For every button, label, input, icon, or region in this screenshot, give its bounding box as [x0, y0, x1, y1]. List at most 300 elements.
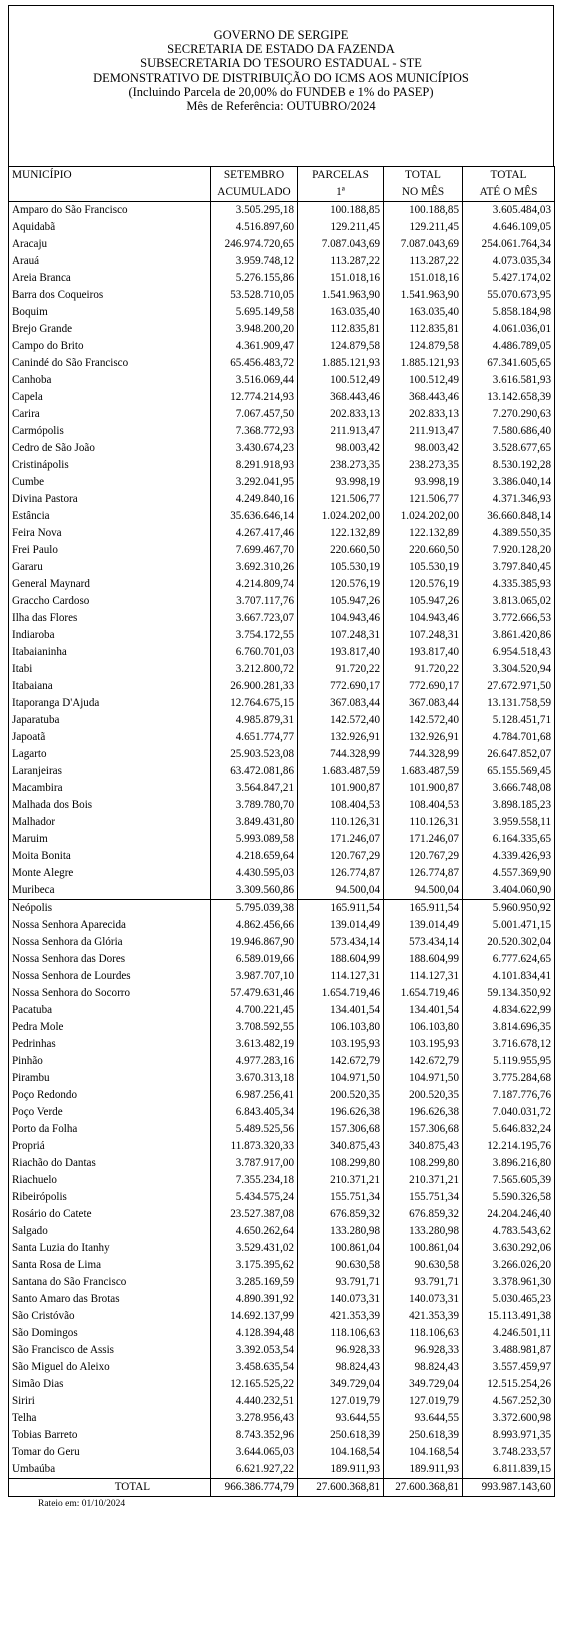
setembro-acumulado: 246.974.720,65 [211, 236, 298, 253]
setembro-acumulado: 12.774.214,93 [211, 389, 298, 406]
municipio-name: Nossa Senhora Aparecida [9, 917, 211, 934]
municipio-name: Capela [9, 389, 211, 406]
parcela-1: 7.087.043,69 [298, 236, 384, 253]
parcela-1: 101.900,87 [298, 780, 384, 797]
municipio-name: Maruim [9, 831, 211, 848]
total-no-mes: 202.833,13 [384, 406, 463, 423]
parcela-1: 90.630,58 [298, 1257, 384, 1274]
header-government: GOVERNO DE SERGIPE [213, 28, 349, 42]
municipio-name: Pinhão [9, 1053, 211, 1070]
municipio-name: Ribeirópolis [9, 1189, 211, 1206]
parcela-1: 171.246,07 [298, 831, 384, 848]
parcela-1: 98.824,43 [298, 1359, 384, 1376]
setembro-acumulado: 12.764.675,15 [211, 695, 298, 712]
table-row [9, 1359, 555, 1376]
setembro-acumulado: 4.890.391,92 [211, 1291, 298, 1308]
municipio-name: Arauá [9, 253, 211, 270]
parcela-1: 98.003,42 [298, 440, 384, 457]
table-row [9, 236, 555, 253]
municipio-name: Nossa Senhora do Socorro [9, 985, 211, 1002]
total-no-mes: 105.530,19 [384, 559, 463, 576]
total-no-mes: 744.328,99 [384, 746, 463, 763]
total-no-mes: 106.103,80 [384, 1019, 463, 1036]
parcela-1: 1.024.202,00 [298, 508, 384, 525]
total-ate-mes: 67.341.605,65 [463, 355, 555, 372]
municipio-name: Itabaiana [9, 678, 211, 695]
parcela-1: 140.073,31 [298, 1291, 384, 1308]
municipio-name: Canindé do São Francisco [9, 355, 211, 372]
municipio-name: Santana do São Francisco [9, 1274, 211, 1291]
table-row [9, 457, 555, 474]
table-row [9, 389, 555, 406]
parcela-1: 93.644,55 [298, 1410, 384, 1427]
header-report-title: DEMONSTRATIVO DE DISTRIBUIÇÃO DO ICMS AOS MUNICÍPIOS [93, 70, 469, 85]
municipio-name: Santa Rosa de Lima [9, 1257, 211, 1274]
table-row [9, 610, 555, 627]
parcela-1: 103.195,93 [298, 1036, 384, 1053]
parcela-1: 105.530,19 [298, 559, 384, 576]
total-ate-mes: 3.605.484,03 [463, 202, 555, 220]
total-ate-mes: 6.811.839,15 [463, 1461, 555, 1479]
setembro-acumulado: 25.903.523,08 [211, 746, 298, 763]
parcela-1: 155.751,34 [298, 1189, 384, 1206]
parcela-1: 120.576,19 [298, 576, 384, 593]
setembro-acumulado: 11.873.320,33 [211, 1138, 298, 1155]
total-ate-mes: 3.959.558,11 [463, 814, 555, 831]
municipio-name: Cedro de São João [9, 440, 211, 457]
total-no-mes: 367.083,44 [384, 695, 463, 712]
setembro-acumulado: 3.309.560,86 [211, 882, 298, 900]
table-row [9, 934, 555, 951]
total-ate-mes: 4.246.501,11 [463, 1325, 555, 1342]
total-no-mes: 1.885.121,93 [384, 355, 463, 372]
total-no-mes: 772.690,17 [384, 678, 463, 695]
col-header-municipio: MUNICÍPIO [9, 167, 211, 185]
total-no-mes: 196.626,38 [384, 1104, 463, 1121]
parcela-1: 210.371,21 [298, 1172, 384, 1189]
table-row [9, 1087, 555, 1104]
total-no-mes: 129.211,45 [384, 219, 463, 236]
total-ate-mes: 5.858.184,98 [463, 304, 555, 321]
table-row [9, 321, 555, 338]
total-ate-mes: 3.861.420,86 [463, 627, 555, 644]
table-row [9, 304, 555, 321]
total-no-mes: 189.911,93 [384, 1461, 463, 1479]
parcela-1: 1.541.963,90 [298, 287, 384, 304]
total-ate-mes: 3.630.292,06 [463, 1240, 555, 1257]
setembro-acumulado: 3.670.313,18 [211, 1070, 298, 1087]
parcela-1: 96.928,33 [298, 1342, 384, 1359]
total-ate-mes: 254.061.764,34 [463, 236, 555, 253]
setembro-acumulado: 4.862.456,66 [211, 917, 298, 934]
municipio-name: Boquim [9, 304, 211, 321]
total-ate-mes: 4.567.252,30 [463, 1393, 555, 1410]
table-row [9, 338, 555, 355]
municipio-name: Muribeca [9, 882, 211, 900]
setembro-acumulado: 3.787.917,00 [211, 1155, 298, 1172]
municipio-name: Frei Paulo [9, 542, 211, 559]
total-no-mes: 110.126,31 [384, 814, 463, 831]
total-no-mes: 1.683.487,59 [384, 763, 463, 780]
total-no-mes: 163.035,40 [384, 304, 463, 321]
setembro-acumulado: 8.743.352,96 [211, 1427, 298, 1444]
setembro-acumulado: 8.291.918,93 [211, 457, 298, 474]
total-no-mes: 349.729,04 [384, 1376, 463, 1393]
setembro-acumulado: 4.440.232,51 [211, 1393, 298, 1410]
parcela-1: 142.672,79 [298, 1053, 384, 1070]
parcela-1: 340.875,43 [298, 1138, 384, 1155]
municipio-name: Divina Pastora [9, 491, 211, 508]
total-ate-mes: 4.073.035,34 [463, 253, 555, 270]
total-ate-mes: 4.783.543,62 [463, 1223, 555, 1240]
total-no-mes: 127.019,79 [384, 1393, 463, 1410]
col-header-total-ate: TOTAL [463, 167, 555, 185]
municipio-name: Pedra Mole [9, 1019, 211, 1036]
parcela-1: 165.911,54 [298, 900, 384, 918]
table-row [9, 1393, 555, 1410]
total-ate-mes: 8.993.971,35 [463, 1427, 555, 1444]
table-header-row [9, 184, 555, 202]
municipio-name: Amparo do São Francisco [9, 202, 211, 220]
setembro-acumulado: 7.067.457,50 [211, 406, 298, 423]
total-ate-mes: 4.335.385,93 [463, 576, 555, 593]
setembro-acumulado: 3.707.117,76 [211, 593, 298, 610]
table-body [9, 202, 555, 1479]
total-no-mes: 142.672,79 [384, 1053, 463, 1070]
municipio-name: Malhada dos Bois [9, 797, 211, 814]
table-row [9, 900, 555, 918]
total-no-mes: 120.576,19 [384, 576, 463, 593]
setembro-acumulado: 3.392.053,54 [211, 1342, 298, 1359]
parcela-1: 744.328,99 [298, 746, 384, 763]
setembro-acumulado: 5.489.525,56 [211, 1121, 298, 1138]
total-ate-mes: 59.134.350,92 [463, 985, 555, 1002]
table-row [9, 270, 555, 287]
setembro-acumulado: 4.977.283,16 [211, 1053, 298, 1070]
total-ate-mes: 3.304.520,94 [463, 661, 555, 678]
total-no-mes: 96.928,33 [384, 1342, 463, 1359]
total-no-mes: 250.618,39 [384, 1427, 463, 1444]
municipio-name: Moita Bonita [9, 848, 211, 865]
total-ate-mes: 6.164.335,65 [463, 831, 555, 848]
total-no-mes: 421.353,39 [384, 1308, 463, 1325]
municipio-name: Itabaianinha [9, 644, 211, 661]
total-ate-mes: 3.716.678,12 [463, 1036, 555, 1053]
setembro-acumulado: 3.987.707,10 [211, 968, 298, 985]
total-ate-mes: 7.920.128,20 [463, 542, 555, 559]
total-mes: 27.600.368,81 [384, 1479, 463, 1497]
table-row [9, 627, 555, 644]
municipio-name: Malhador [9, 814, 211, 831]
municipio-name: Cumbe [9, 474, 211, 491]
total-ate-mes: 3.528.677,65 [463, 440, 555, 457]
setembro-acumulado: 3.278.956,43 [211, 1410, 298, 1427]
parcela-1: 676.859,32 [298, 1206, 384, 1223]
total-ate-mes: 3.748.233,57 [463, 1444, 555, 1461]
setembro-acumulado: 5.434.575,24 [211, 1189, 298, 1206]
municipio-name: Tomar do Geru [9, 1444, 211, 1461]
municipio-name: Riachuelo [9, 1172, 211, 1189]
total-ate-mes: 12.515.254,26 [463, 1376, 555, 1393]
setembro-acumulado: 3.789.780,70 [211, 797, 298, 814]
table-row [9, 542, 555, 559]
table-row [9, 763, 555, 780]
setembro-acumulado: 3.849.431,80 [211, 814, 298, 831]
table-row [9, 1240, 555, 1257]
total-no-mes: 108.404,53 [384, 797, 463, 814]
setembro-acumulado: 6.589.019,66 [211, 951, 298, 968]
municipio-name: Pirambu [9, 1070, 211, 1087]
municipio-name: Simão Dias [9, 1376, 211, 1393]
setembro-acumulado: 6.987.256,41 [211, 1087, 298, 1104]
municipio-name: São Domingos [9, 1325, 211, 1342]
total-no-mes: 100.188,85 [384, 202, 463, 220]
municipio-name: Poço Verde [9, 1104, 211, 1121]
total-no-mes: 1.654.719,46 [384, 985, 463, 1002]
setembro-acumulado: 35.636.646,14 [211, 508, 298, 525]
total-no-mes: 122.132,89 [384, 525, 463, 542]
parcela-1: 368.443,46 [298, 389, 384, 406]
table-row [9, 1376, 555, 1393]
parcela-1: 188.604,99 [298, 951, 384, 968]
table-row [9, 865, 555, 882]
parcela-1: 211.913,47 [298, 423, 384, 440]
table-row [9, 1223, 555, 1240]
total-no-mes: 171.246,07 [384, 831, 463, 848]
total-no-mes: 90.630,58 [384, 1257, 463, 1274]
parcela-1: 193.817,40 [298, 644, 384, 661]
table-row [9, 917, 555, 934]
parcela-1: 132.926,91 [298, 729, 384, 746]
municipio-name: Umbaúba [9, 1461, 211, 1479]
parcela-1: 134.401,54 [298, 1002, 384, 1019]
table-row [9, 968, 555, 985]
col-header-total-mes: TOTAL [384, 167, 463, 185]
parcela-1: 163.035,40 [298, 304, 384, 321]
setembro-acumulado: 3.564.847,21 [211, 780, 298, 797]
distribution-table [8, 166, 555, 1497]
parcela-1: 112.835,81 [298, 321, 384, 338]
table-row [9, 1036, 555, 1053]
municipio-name: Salgado [9, 1223, 211, 1240]
parcela-1: 122.132,89 [298, 525, 384, 542]
total-ate-mes: 65.155.569,45 [463, 763, 555, 780]
parcela-1: 93.998,19 [298, 474, 384, 491]
parcela-1: 573.434,14 [298, 934, 384, 951]
total-no-mes: 105.947,26 [384, 593, 463, 610]
total-no-mes: 100.861,04 [384, 1240, 463, 1257]
total-no-mes: 93.998,19 [384, 474, 463, 491]
total-ate-mes: 7.040.031,72 [463, 1104, 555, 1121]
setembro-acumulado: 4.650.262,64 [211, 1223, 298, 1240]
parcela-1: 1.654.719,46 [298, 985, 384, 1002]
total-no-mes: 113.287,22 [384, 253, 463, 270]
total-ate-mes: 4.389.550,35 [463, 525, 555, 542]
setembro-acumulado: 3.948.200,20 [211, 321, 298, 338]
total-no-mes: 1.024.202,00 [384, 508, 463, 525]
total-no-mes: 340.875,43 [384, 1138, 463, 1155]
total-ate-mes: 12.214.195,76 [463, 1138, 555, 1155]
total-no-mes: 103.195,93 [384, 1036, 463, 1053]
parcela-1: 220.660,50 [298, 542, 384, 559]
table-row [9, 491, 555, 508]
table-row [9, 508, 555, 525]
total-ate-mes: 4.486.789,05 [463, 338, 555, 355]
table-row [9, 1104, 555, 1121]
municipio-name: Rosário do Catete [9, 1206, 211, 1223]
municipio-name: General Maynard [9, 576, 211, 593]
total-ate-mes: 55.070.673,95 [463, 287, 555, 304]
parcela-1: 110.126,31 [298, 814, 384, 831]
table-row [9, 746, 555, 763]
total-ate-mes: 6.954.518,43 [463, 644, 555, 661]
setembro-acumulado: 5.276.155,86 [211, 270, 298, 287]
municipio-name: Nossa Senhora da Glória [9, 934, 211, 951]
total-label: TOTAL [9, 1479, 211, 1497]
col-header-parcela-1: 1ª [298, 184, 384, 202]
total-no-mes: 139.014,49 [384, 917, 463, 934]
table-row [9, 372, 555, 389]
parcela-1: 104.168,54 [298, 1444, 384, 1461]
table-row [9, 525, 555, 542]
table-row [9, 559, 555, 576]
municipio-name: Campo do Brito [9, 338, 211, 355]
setembro-acumulado: 3.667.723,07 [211, 610, 298, 627]
total-no-mes: 211.913,47 [384, 423, 463, 440]
municipio-name: Santa Luzia do Itanhy [9, 1240, 211, 1257]
table-row [9, 1461, 555, 1479]
parcela-1: 93.791,71 [298, 1274, 384, 1291]
document-header [8, 5, 554, 166]
total-ate-mes: 3.557.459,97 [463, 1359, 555, 1376]
total-no-mes: 142.572,40 [384, 712, 463, 729]
total-ate-mes: 993.987.143,60 [463, 1479, 555, 1497]
total-setembro: 966.386.774,79 [211, 1479, 298, 1497]
parcela-1: 1.683.487,59 [298, 763, 384, 780]
total-no-mes: 210.371,21 [384, 1172, 463, 1189]
table-row [9, 1002, 555, 1019]
total-ate-mes: 3.266.026,20 [463, 1257, 555, 1274]
setembro-acumulado: 5.795.039,38 [211, 900, 298, 918]
parcela-1: 202.833,13 [298, 406, 384, 423]
total-ate-mes: 20.520.302,04 [463, 934, 555, 951]
total-ate-mes: 4.061.036,01 [463, 321, 555, 338]
icms-distribution-document [8, 5, 554, 1509]
total-no-mes: 140.073,31 [384, 1291, 463, 1308]
municipio-name: Lagarto [9, 746, 211, 763]
total-ate-mes: 15.113.491,38 [463, 1308, 555, 1325]
total-ate-mes: 3.898.185,23 [463, 797, 555, 814]
total-ate-mes: 4.646.109,05 [463, 219, 555, 236]
total-no-mes: 573.434,14 [384, 934, 463, 951]
parcela-1: 1.885.121,93 [298, 355, 384, 372]
table-row [9, 1342, 555, 1359]
municipio-name: Canhoba [9, 372, 211, 389]
table-row [9, 1019, 555, 1036]
table-row [9, 985, 555, 1002]
setembro-acumulado: 7.368.772,93 [211, 423, 298, 440]
setembro-acumulado: 65.456.483,72 [211, 355, 298, 372]
total-no-mes: 188.604,99 [384, 951, 463, 968]
municipio-name: Nossa Senhora de Lourdes [9, 968, 211, 985]
parcela-1: 151.018,16 [298, 270, 384, 287]
total-ate-mes: 4.339.426,93 [463, 848, 555, 865]
parcela-1: 772.690,17 [298, 678, 384, 695]
total-no-mes: 1.541.963,90 [384, 287, 463, 304]
parcela-1: 250.618,39 [298, 1427, 384, 1444]
setembro-acumulado: 3.708.592,55 [211, 1019, 298, 1036]
parcela-1: 157.306,68 [298, 1121, 384, 1138]
table-row [9, 1274, 555, 1291]
table-row [9, 712, 555, 729]
setembro-acumulado: 3.175.395,62 [211, 1257, 298, 1274]
table-row [9, 1410, 555, 1427]
table-row [9, 474, 555, 491]
parcela-1: 118.106,63 [298, 1325, 384, 1342]
total-ate-mes: 5.030.465,23 [463, 1291, 555, 1308]
total-ate-mes: 3.488.981,87 [463, 1342, 555, 1359]
col-header-ate-o-mes: ATÉ O MÊS [463, 184, 555, 202]
total-no-mes: 104.971,50 [384, 1070, 463, 1087]
municipio-name: Carmópolis [9, 423, 211, 440]
municipio-name: São Francisco de Assis [9, 1342, 211, 1359]
setembro-acumulado: 3.212.800,72 [211, 661, 298, 678]
table-row [9, 661, 555, 678]
total-ate-mes: 5.646.832,24 [463, 1121, 555, 1138]
municipio-name: Poço Redondo [9, 1087, 211, 1104]
table-row [9, 287, 555, 304]
parcela-1: 238.273,35 [298, 457, 384, 474]
municipio-name: Cristinápolis [9, 457, 211, 474]
total-ate-mes: 7.187.776,76 [463, 1087, 555, 1104]
table-row [9, 882, 555, 900]
total-ate-mes: 8.530.192,28 [463, 457, 555, 474]
total-no-mes: 104.943,46 [384, 610, 463, 627]
setembro-acumulado: 3.285.169,59 [211, 1274, 298, 1291]
setembro-acumulado: 5.993.089,58 [211, 831, 298, 848]
total-ate-mes: 3.797.840,45 [463, 559, 555, 576]
parcela-1: 113.287,22 [298, 253, 384, 270]
setembro-acumulado: 4.214.809,74 [211, 576, 298, 593]
total-ate-mes: 4.101.834,41 [463, 968, 555, 985]
municipio-name: Feira Nova [9, 525, 211, 542]
table-row [9, 951, 555, 968]
parcela-1: 121.506,77 [298, 491, 384, 508]
total-ate-mes: 27.672.971,50 [463, 678, 555, 695]
total-no-mes: 114.127,31 [384, 968, 463, 985]
total-parcelas: 27.600.368,81 [298, 1479, 384, 1497]
total-no-mes: 132.926,91 [384, 729, 463, 746]
municipio-name: Laranjeiras [9, 763, 211, 780]
setembro-acumulado: 3.430.674,23 [211, 440, 298, 457]
total-no-mes: 100.512,49 [384, 372, 463, 389]
parcela-1: 196.626,38 [298, 1104, 384, 1121]
parcela-1: 120.767,29 [298, 848, 384, 865]
municipio-name: Siriri [9, 1393, 211, 1410]
total-no-mes: 93.791,71 [384, 1274, 463, 1291]
setembro-acumulado: 12.165.525,22 [211, 1376, 298, 1393]
municipio-name: Japaratuba [9, 712, 211, 729]
parcela-1: 367.083,44 [298, 695, 384, 712]
total-ate-mes: 3.404.060,90 [463, 882, 555, 900]
total-ate-mes: 4.784.701,68 [463, 729, 555, 746]
total-no-mes: 121.506,77 [384, 491, 463, 508]
total-no-mes: 134.401,54 [384, 1002, 463, 1019]
parcela-1: 114.127,31 [298, 968, 384, 985]
table-row [9, 814, 555, 831]
table-row [9, 1257, 555, 1274]
total-ate-mes: 7.565.605,39 [463, 1172, 555, 1189]
